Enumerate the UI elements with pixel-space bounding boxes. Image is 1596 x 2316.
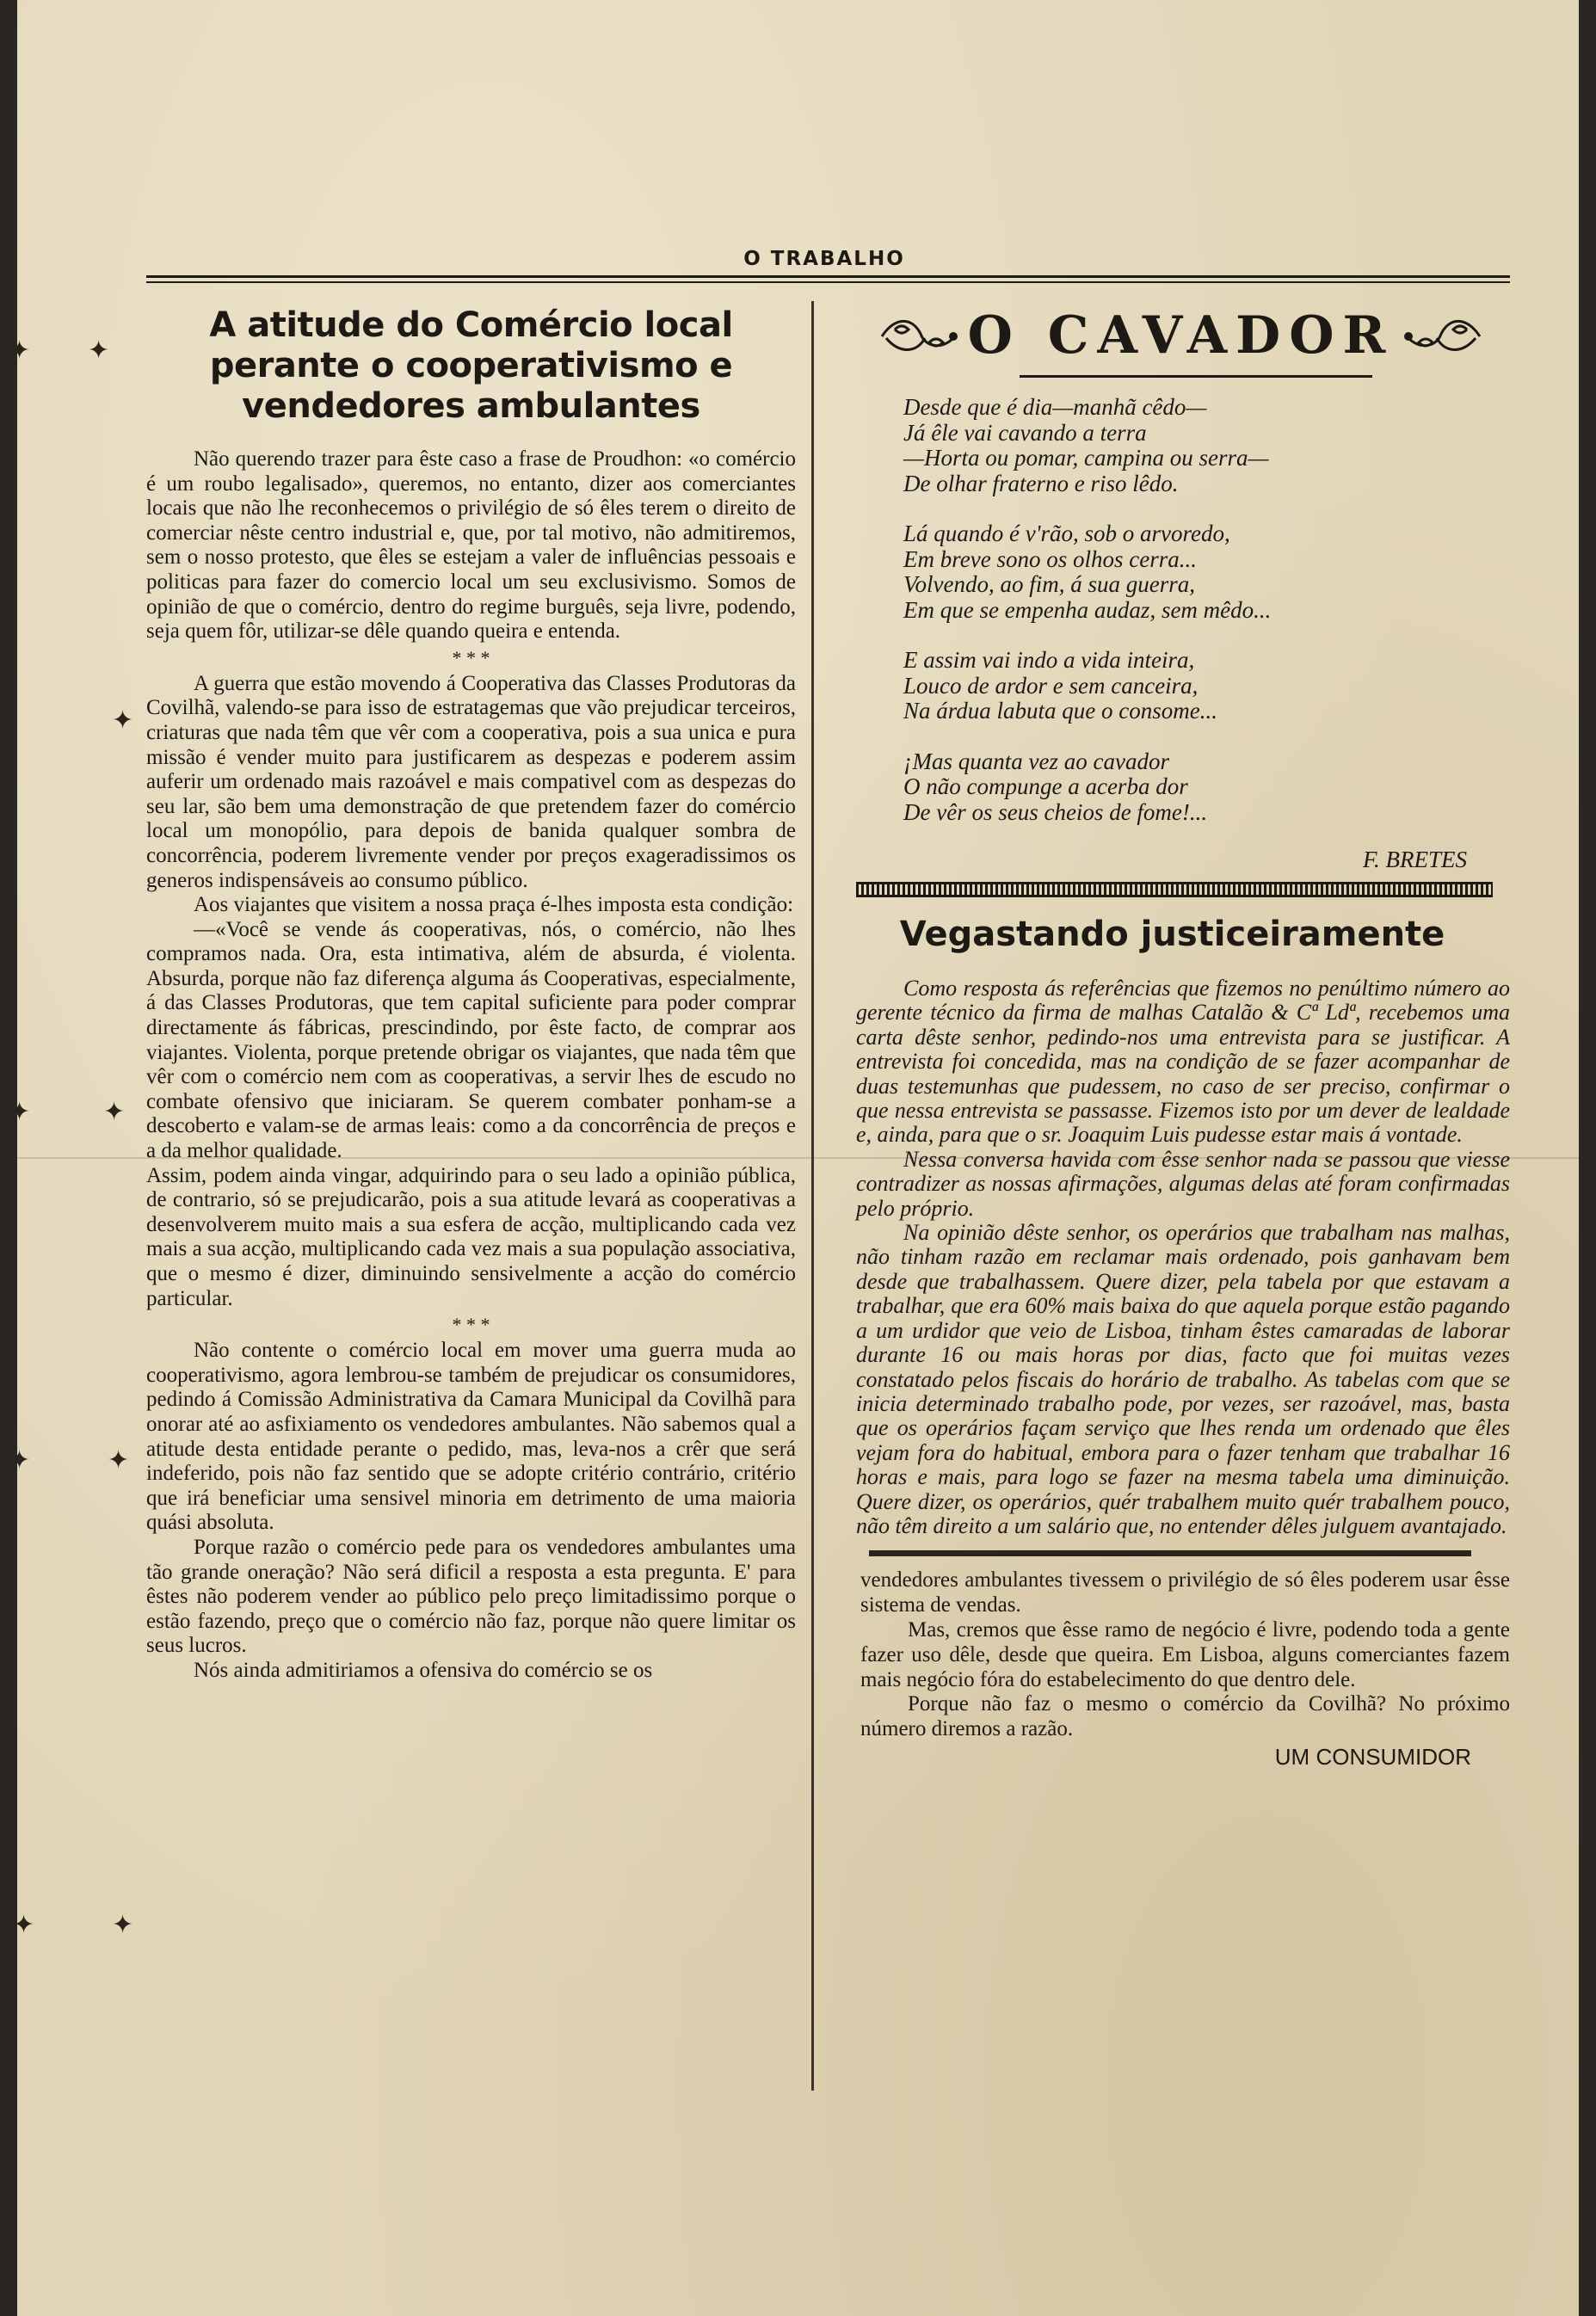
poem-line: Desde que é dia—manhã cêdo— [903,394,1207,420]
paragraph: Assim, podem ainda vingar, adquirindo para o seu lado a opinião pública, de contrario, só se prejudicarão, pois a sua atitude levará as cooperativas a desenvolverem muito mais a sua esfera de acção, multiplicando cada vez mais a sua acção, multiplicando cada vez mais a sua população associativa, que o mesmo é dizer, diminuindo sensivelmente a acção do comércio particular. [146,1163,796,1310]
paragraph: A guerra que estão movendo á Cooperativa das Classes Produtoras da Covilhã, valendo-se para isso de estratagemas que vão prejudicar terceiros, criaturas que nada têm que vêr com a cooperativa, pois a sua unica e pura missão é vender muito para justificarem as despezas e poderem assim auferir um ordenado mais razoável e mais compativel com as despezas do seu lar, são bem uma demonstração de que pretendem fazer do comércio local um monopólio, para depois de banida qualquer sombra de concorrência, poderem livremente vender por preços exageradissimos os generos indispensáveis ao consumo público. [146,671,796,892]
poem-line: Na árdua labuta que o consome... [903,698,1217,724]
poem-body [903,395,1510,825]
header-rule-top [146,275,1510,278]
paragraph: Não contente o comércio local em mover uma guerra muda ao cooperativismo, agora lembrou-se também de prejudicar os consumidores, pedindo á Comissão Administrativa da Camara Municipal da Covilhã para onorar até ao asfixiamento os vendedores ambulantes. Não sabemos qual a atitude desta entidade perante o pedido, mas, leva-nos a crêr que será indeferido, pois não faz sentido que se adopte critério contrário, critério que irá beneficiar uma sensivel minoria em detrimento de uma maioria quási absoluta. [146,1339,796,1535]
right-article-body [856,976,1510,1538]
newspaper-title: O TRABALHO [743,248,905,270]
right-column [835,301,1510,1771]
left-article-body [146,447,796,1684]
left-article-headline: A atitude do Comércio local perante o cooperativismo e vendedores ambulantes [209,305,733,426]
poem-line: O não compunge a acerba dor [903,773,1188,799]
margin-mark: ✦ [112,1910,134,1940]
poem-line: Já êle vai cavando a terra [903,419,1147,446]
poem-title: O CAVADOR [967,305,1395,366]
section-separator: * * * [452,1314,490,1336]
newspaper-page [9,0,1579,2316]
left-flourish-icon [878,312,959,360]
poem-masthead [852,301,1510,370]
right-flourish-icon [1402,312,1484,360]
paragraph: Como resposta ás referências que fizemos no penúltimo número ao gerente técnico da firma de malhas Catalão & Cª Ldª, recebemos uma carta dêste senhor, pedindo-nos uma entrevista para se justificar. A entrevista foi concedida, mas na condição de se fazer acompanhar de duas testemunhas que pudessem, no caso de ser preciso, confirmar o que nessa entrevista se passasse. Fizemos isto por um dever de lealdade e, ainda, para que o sr. Joaquim Luis pudesse estar mais á vontade. [856,976,1510,1148]
paragraph: Na opinião dêste senhor, os operários que trabalham nas malhas, não tinham razão em reclamar mais ordenado, pois ganhavam bem desde que trabalhassem. Quere dizer, pela tabela por que estavam a trabalhar, que era 60% mais baixa do que aquela porque estão pagando a um urdidor que veio de Lisboa, tinham êstes camaradas de laborar durante 16 ou mais horas por dias, facto que foi muitas vezes constatado pelos fiscais do horário de trabalho. As tabelas com que se inicia determinado trabalho pode, por vezes, ser razoável, mas, basta que os operários façam serviço que lhes renda um ordenado que êles vejam fora do habitual, embora para o fazer tenham que trabalhar 16 horas e mais, para logo se fazer na mesma tabela uma diminuição. Quere dizer, os operários, quér trabalhem muito quér trabalhem pouco, não têm direito a um salário que, no entender dêles julguem avantajado. [856,1220,1510,1538]
poem-line: Em que se empenha audaz, sem mêdo... [903,596,1272,623]
left-column [146,305,796,1684]
continued-article-body [860,1568,1510,1742]
poem-line: Lá quando é v'rão, sob o arvoredo, [903,520,1230,546]
poem-stanza [903,749,1510,826]
margin-mark: ✦ [112,705,134,736]
poem-line: Em breve sono os olhos cerra... [903,545,1197,572]
paragraph: Aos viajantes que visitem a nossa praça é-lhes imposta esta condição: [194,893,794,917]
margin-mark: ✦ [108,1445,130,1475]
article-signature: UM CONSUMIDOR [1274,1743,1471,1770]
paragraph: Porque não faz o mesmo o comércio da Covilhã? No próximo número diremos a razão. [860,1692,1510,1741]
margin-mark: ✦ [9,336,31,366]
poem-line: E assim vai indo a vida inteira, [903,647,1195,673]
paragraph: Mas, cremos que êsse ramo de negócio é livre, podendo toda a gente fazer uso dêle, desde que queira. Em Lisboa, alguns comerciantes fazem mais negócio fóra do estabelecimento do que dentro dele. [860,1617,1510,1691]
margin-mark: ✦ [13,1910,35,1940]
paragraph: Não querendo trazer para êste caso a frase de Proudhon: «o comércio é um roubo legalisado», queremos, no entanto, dizer aos comerciantes locais que não lhe reconhecemos o privilégio de só êles terem o direito de comerciar nêste centro industrial e, que, por tal motivo, não admitiremos, sem o nosso protesto, que êles se estejam a valer de influências pessoais e politicas para fazer do comercio local um seu exclusivismo. Somos de opinião de que o comércio, dentro do regime burguês, seja livre, podendo, seja quem fôr, utilizar-se dêle quando queira e entenda. [146,447,796,644]
paragraph: Nessa conversa havida com êsse senhor nada se passou que viesse contradizer as nossas afirmações, algumas delas até foram confirmadas pelo próprio. [856,1146,1510,1221]
poem-line: De olhar fraterno e riso lêdo. [903,470,1179,496]
poem-stanza [903,395,1510,496]
margin-mark: ✦ [103,1097,126,1127]
poem-line: Louco de ardor e sem canceira, [903,672,1199,699]
column-divider [811,301,814,2091]
paragraph: vendedores ambulantes tivessem o privilégio de só êles poderem usar êsse sistema de vendas. [860,1568,1510,1617]
ornamental-divider [856,882,1493,897]
paragraph: —«Você se vende ás cooperativas, nós, o comércio, não lhes compramos nada. Ora, esta intimativa, além de absurda, é violenta. Absurda, porque não faz diferença alguma ás Cooperativas, especialmente, á das Classes Produtoras, que tem capital suficiente para poder comprar directamente ás fábricas, prescindindo, por êste facto, de comprar aos viajantes. Violenta, porque pretende obrigar os viajantes, que nada têm que vêr com o comércio nem com as cooperativas, a servir lhes de escudo no combate ofensivo que iniciaram. Se querem combater ponham-se a descoberto e valam-se de armas leais: como a da concorrência de preços e a da melhor qualidade. [146,917,796,1163]
header-rule-bottom [146,281,1510,283]
poem-author: F. BRETES [1363,847,1467,872]
poem-stanza [903,521,1510,623]
margin-mark: ✦ [88,336,110,366]
poem-title-underline [1020,375,1372,378]
paragraph: Porque razão o comércio pede para os vendedores ambulantes uma tão grande oneração? Não será dificil a resposta a esta pregunta. E' para êstes não poderem vender ao público pelo preço limitadissimo porque o estão fazendo, preço que o comércio não faz, porque não quere limitar os seus lucros. [146,1535,796,1658]
paragraph: Nós ainda admitiriamos a ofensiva do comércio se os [194,1658,653,1682]
poem-line: ¡Mas quanta vez ao cavador [903,748,1169,774]
poem-line: Volvendo, ao fim, á sua guerra, [903,571,1195,597]
margin-mark: ✦ [9,1097,31,1127]
right-article-headline: Vegastando justiceiramente [899,915,1445,954]
margin-mark: ✦ [9,1445,31,1475]
poem-line: —Horta ou pomar, campina ou serra— [903,445,1269,471]
section-rule [869,1550,1471,1556]
poem-stanza [903,648,1510,724]
section-separator: * * * [452,646,490,668]
poem-line: De vêr os seus cheios de fome!... [903,798,1208,825]
